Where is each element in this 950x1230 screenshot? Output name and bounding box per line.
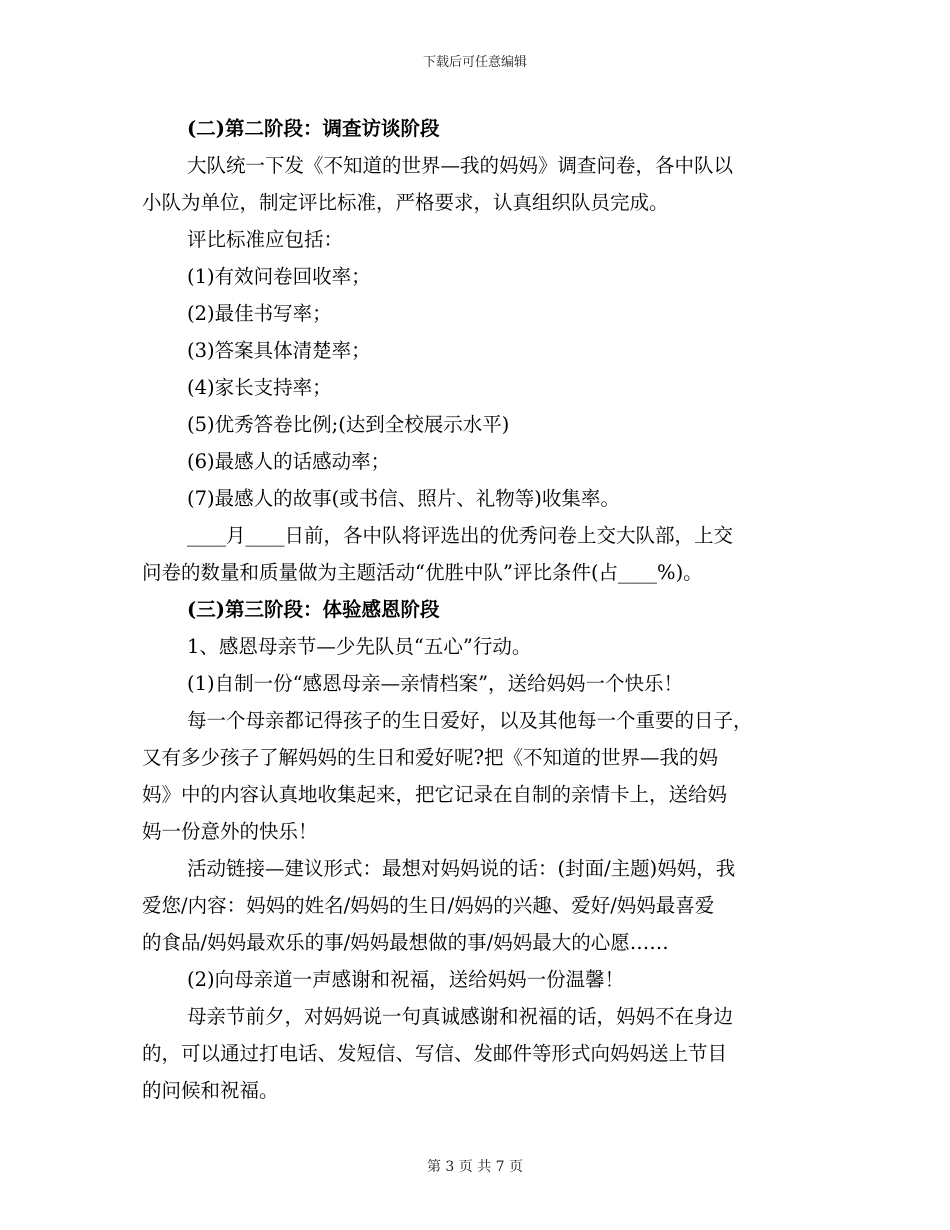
text-line: 活动链接—建议形式：最想对妈妈说的话：(封面/主题)妈妈，我 <box>187 857 736 880</box>
text-line: 妈》中的内容认真地收集起来，把它记录在自制的亲情卡上，送给妈 <box>142 783 728 806</box>
text-line: (2)最佳书写率； <box>187 302 332 325</box>
text-line: 每一个母亲都记得孩子的生日爱好，以及其他每一个重要的日子， <box>187 709 753 732</box>
text-line: (2)向母亲道一声感谢和祝福，送给妈妈一份温馨！ <box>187 968 625 991</box>
page-footer: 第 3 页 共 7 页 <box>426 1159 524 1175</box>
text-line: (3)答案具体清楚率； <box>187 339 371 362</box>
text-line: 的食品/妈妈最欢乐的事/妈妈最想做的事/妈妈最大的心愿…… <box>142 931 669 954</box>
text-line: (6)最感人的话感动率； <box>187 450 391 473</box>
text-line: 的问候和祝福。 <box>142 1079 279 1102</box>
document-body <box>142 110 810 1109</box>
text-line: 问卷的数量和质量做为主题活动“优胜中队”评比条件(占____%)。 <box>142 561 703 584</box>
section-heading: (二)第二阶段：调查访谈阶段 <box>187 117 440 140</box>
text-line: 小队为单位，制定评比标准，严格要求，认真组织队员完成。 <box>142 191 669 214</box>
text-line: 妈一份意外的快乐！ <box>142 820 318 843</box>
text-line: 又有多少孩子了解妈妈的生日和爱好呢?把《不知道的世界—我的妈 <box>142 746 718 769</box>
text-line: 1、感恩母亲节—少先队员“五心”行动。 <box>187 635 532 658</box>
text-line: ____月____日前，各中队将评选出的优秀问卷上交大队部，上交 <box>187 524 734 547</box>
page-header: 下载后可任意编辑 <box>422 55 527 70</box>
text-line: (1)自制一份“感恩母亲—亲情档案”，送给妈妈一个快乐！ <box>187 672 684 695</box>
text-line: (4)家长支持率； <box>187 376 332 399</box>
section-heading: (三)第三阶段：体验感恩阶段 <box>187 598 440 621</box>
text-line: 的，可以通过打电话、发短信、写信、发邮件等形式向妈妈送上节目 <box>142 1042 728 1065</box>
text-line: 爱您/内容：妈妈的姓名/妈妈的生日/妈妈的兴趣、爱好/妈妈最喜爱 <box>142 894 715 917</box>
text-line: (1)有效问卷回收率； <box>187 265 371 288</box>
text-line: (7)最感人的故事(或书信、照片、礼物等)收集率。 <box>187 487 620 510</box>
text-line: 大队统一下发《不知道的世界—我的妈妈》调查问卷，各中队以 <box>187 154 734 177</box>
text-line: 母亲节前夕，对妈妈说一句真诚感谢和祝福的话，妈妈不在身边 <box>187 1005 734 1028</box>
text-line: (5)优秀答卷比例;(达到全校展示水平) <box>187 413 510 436</box>
text-line: 评比标准应包括： <box>187 228 344 251</box>
